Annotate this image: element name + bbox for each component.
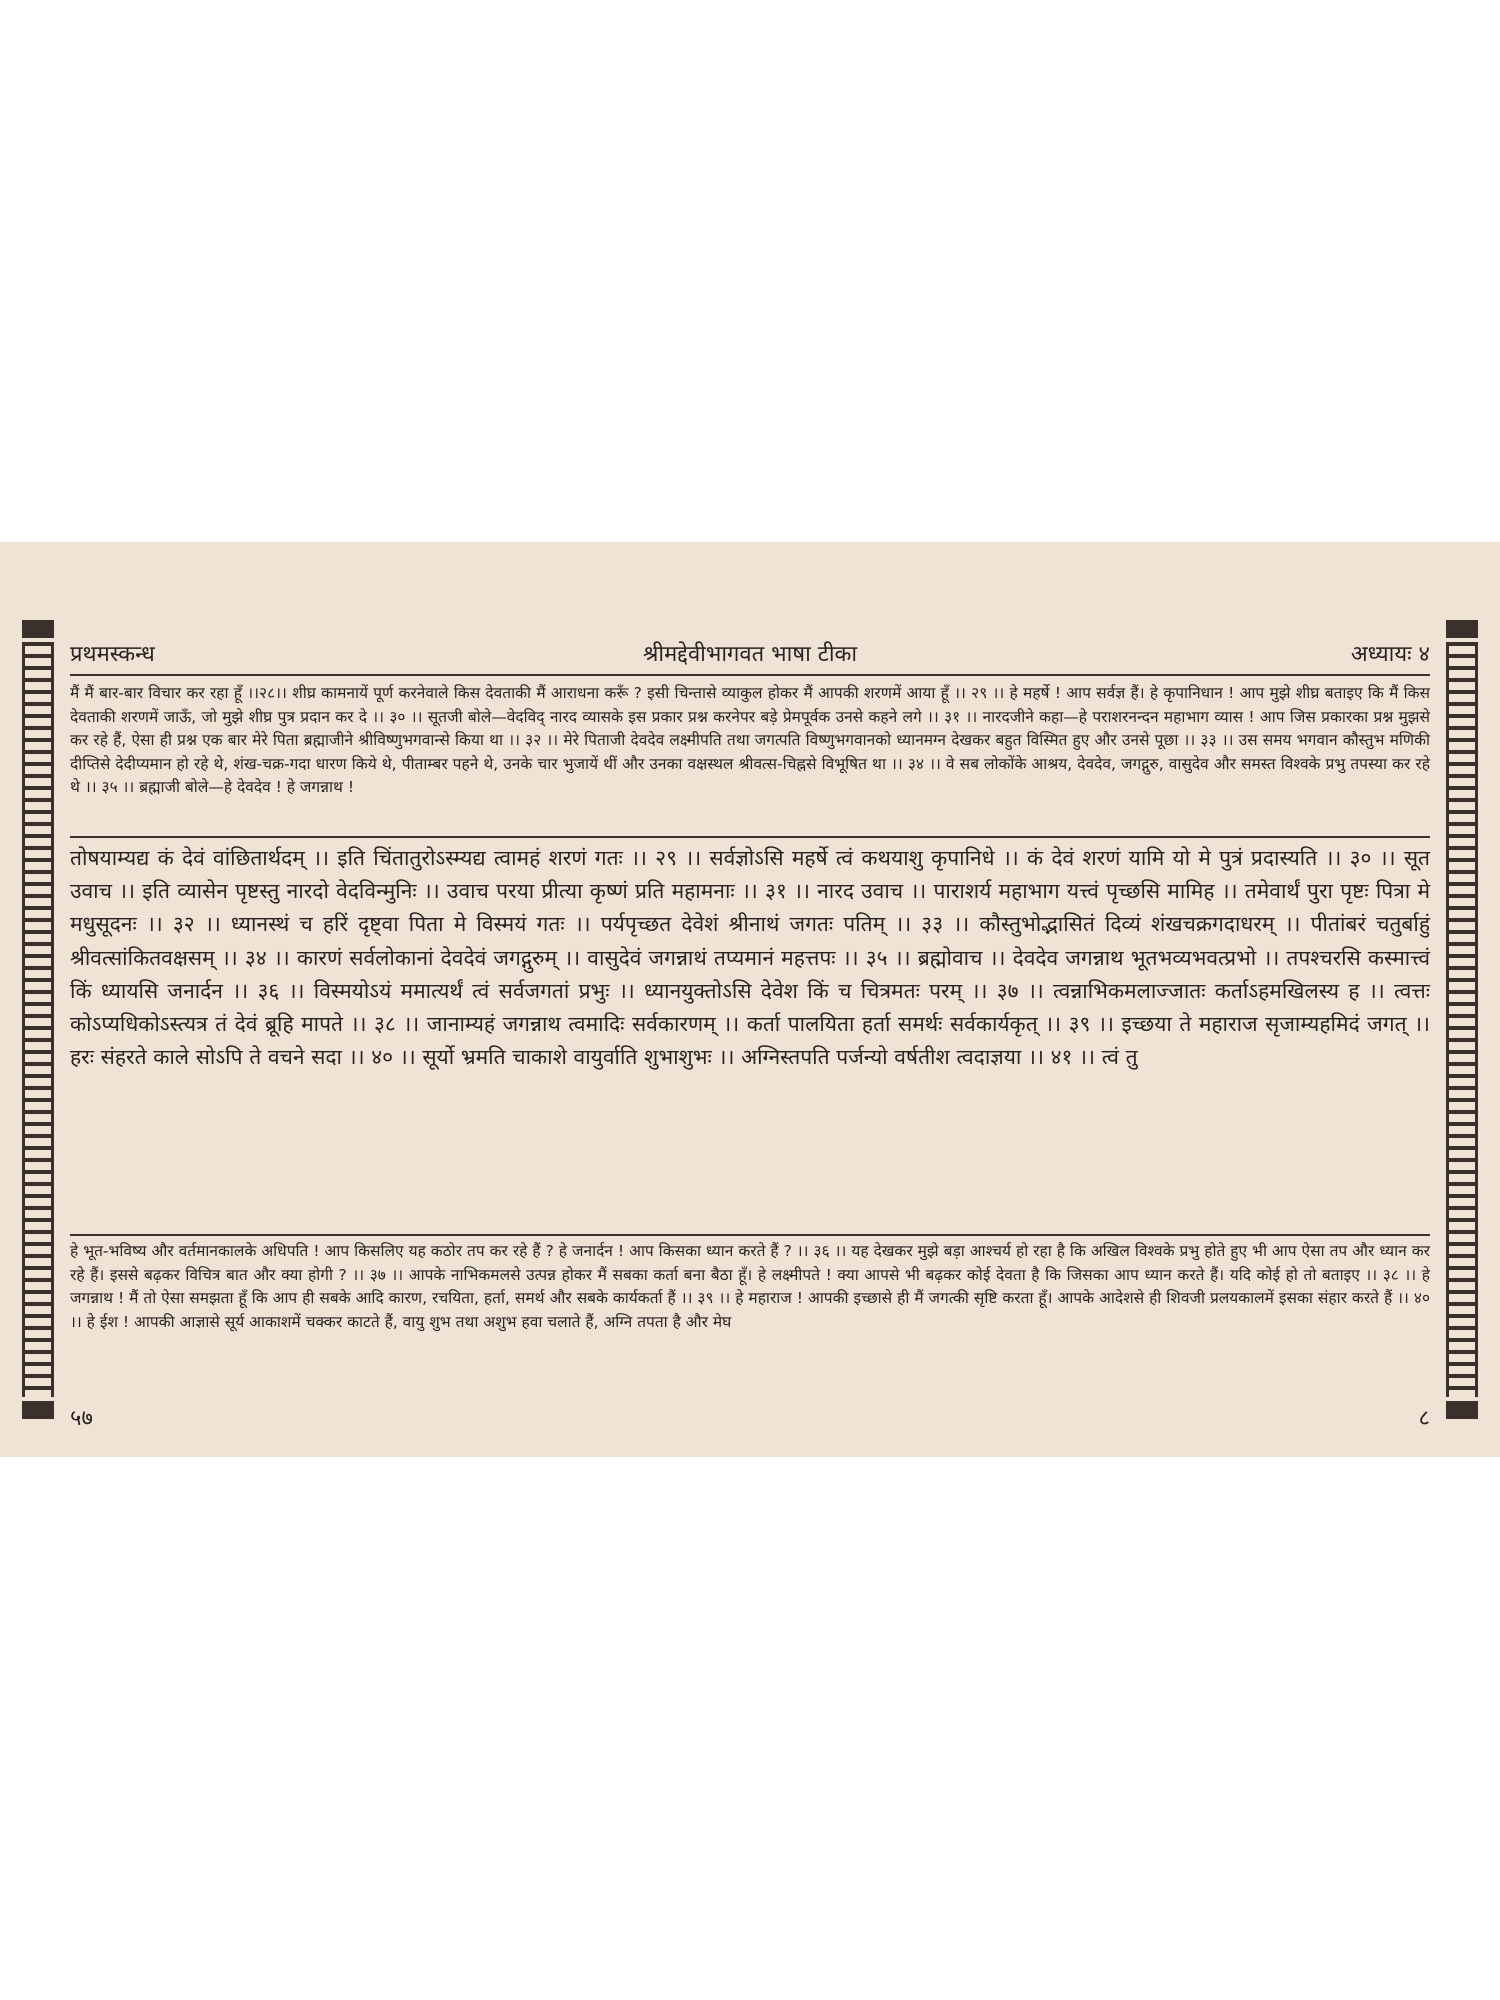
header-divider bbox=[70, 674, 1430, 676]
page-number: ५७ bbox=[70, 1406, 93, 1431]
signature-mark: ८ bbox=[1418, 1406, 1430, 1431]
header-section-name: प्रथमस्कन्ध bbox=[70, 642, 155, 667]
left-ornamental-border bbox=[22, 642, 54, 1397]
page-header bbox=[70, 638, 1430, 674]
book-page bbox=[0, 542, 1500, 1457]
sanskrit-verse-text: तोषयाम्यद्य कं देवं वांछितार्थदम् ।। इति चिंतातुरोऽस्म्यद्य त्वामहं शरणं गतः ।। २९ ।। सर्वज्ञोऽसि महर्षे त्वं कथयाशु कृपानिधे ।। कं देवं शरणं यामि यो मे पुत्रं प्रदास्यति ।। ३० ।। सूत उवाच ।। इति व्यासेन पृष्टस्तु नारदो वेदविन्मुनिः ।। उवाच परया प्रीत्या कृष्णं प्रति महामनाः ।। ३१ ।। नारद उवाच ।। पाराशर्य महाभाग यत्त्वं पृच्छसि मामिह ।। तमेवार्थं पुरा पृष्टः पित्रा मे मधुसूदनः ।। ३२ ।। ध्यानस्थं च हरिं दृष्ट्वा पिता मे विस्मयं गतः ।। पर्यपृच्छत देवेशं श्रीनाथं जगतः पतिम् ।। ३३ ।। कौस्तुभोद्भासितं दिव्यं शंखचक्रगदाधरम् ।। पीतांबरं चतुर्बाहुं श्रीवत्सांकितवक्षसम् ।। ३४ ।। कारणं सर्वलोकानां देवदेवं जगद्गुरुम् ।। वासुदेवं जगन्नाथं तप्यमानं महत्तपः ।। ३५ ।। ब्रह्मोवाच ।। देवदेव जगन्नाथ भूतभव्यभवत्प्रभो ।। तपश्चरसि कस्मात्त्वं किं ध्यायसि जनार्दन ।। ३६ ।। विस्मयोऽयं ममात्यर्थं त्वं सर्वजगतां प्रभुः ।। ध्यानयुक्तोऽसि देवेश किं च चित्रमतः परम् ।। ३७ ।। त्वन्नाभिकमलाज्जातः कर्ताऽहमखिलस्य ह ।। त्वत्तः कोऽप्यधिकोऽस्त्यत्र तं देवं ब्रूहि मापते ।। ३८ ।। जानाम्यहं जगन्नाथ त्वमादिः सर्वकारणम् ।। कर्ता पालयिता हर्ता समर्थः सर्वकार्यकृत् ।। ३९ ।। इच्छया ते महाराज सृजाम्यहमिदं जगत् ।। हरः संहरते काले सोऽपि ते वचने सदा ।। ४० ।। सूर्यो भ्रमति चाकाशे वायुर्वाति शुभाशुभः ।। अग्निस्तपति पर्जन्यो वर्षतीश त्वदाज्ञया ।। ४१ ।। त्वं तु bbox=[70, 846, 1430, 1070]
page-footer bbox=[70, 1402, 1430, 1432]
right-ornamental-border bbox=[1446, 642, 1478, 1397]
verse-bottom-divider bbox=[70, 1234, 1430, 1236]
header-book-title: श्रीमद्देवीभागवत भाषा टीका bbox=[642, 642, 858, 667]
top-hindi-commentary: मैं मैं बार-बार विचार कर रहा हूँ ।।२८।। शीघ्र कामनायें पूर्ण करनेवाले किस देवताकी मैं आराधना करूँ ? इसी चिन्तासे व्याकुल होकर मैं आपकी शरणमें आया हूँ ।। २९ ।। हे महर्षे ! आप सर्वज्ञ हैं। हे कृपानिधान ! आप मुझे शीघ्र बताइए कि मैं किस देवताकी शरणमें जाऊँ, जो मुझे शीघ्र पुत्र प्रदान कर दे ।। ३० ।। सूतजी बोले—वेदविद् नारद व्यासके इस प्रकार प्रश्न करनेपर बड़े प्रेमपूर्वक उनसे कहने लगे ।। ३१ ।। नारदजीने कहा—हे पराशरनन्दन महाभाग व्यास ! आप जिस प्रकारका प्रश्न मुझसे कर रहे हैं, ऐसा ही प्रश्न एक बार मेरे पिता ब्रह्माजीने श्रीविष्णुभगवान्से किया था ।। ३२ ।। मेरे पिताजी देवदेव लक्ष्मीपति तथा जगत्पति विष्णुभगवानको ध्यानमग्न देखकर बहुत विस्मित हुए और उनसे पूछा ।। ३३ ।। उस समय भगवान कौस्तुभ मणिकी दीप्तिसे देदीप्यमान हो रहे थे, शंख-चक्र-गदा धारण किये थे, पीताम्बर पहने थे, उनके चार भुजायें थीं और उनका वक्षस्थल श्रीवत्स-चिह्नसे विभूषित था ।। ३४ ।। वे सब लोकोंके आश्रय, देवदेव, जगद्गुरु, वासुदेव और समस्त विश्वके प्रभु तपस्या कर रहे थे ।। ३५ ।। ब्रह्माजी बोले—हे देवदेव ! हे जगन्नाथ ! bbox=[70, 684, 1430, 797]
bottom-hindi-commentary: हे भूत-भविष्य और वर्तमानकालके अधिपति ! आप किसलिए यह कठोर तप कर रहे हैं ? हे जनार्दन ! आप किसका ध्यान करते हैं ? ।। ३६ ।। यह देखकर मुझे बड़ा आश्चर्य हो रहा है कि अखिल विश्वके प्रभु होते हुए भी आप ऐसा तप और ध्यान कर रहे हैं। इससे बढ़कर विचित्र बात और क्या होगी ? ।। ३७ ।। आपके नाभिकमलसे उत्पन्न होकर मैं सबका कर्ता बना बैठा हूँ। हे लक्ष्मीपते ! क्या आपसे भी बढ़कर कोई देवता है कि जिसका आप ध्यान करते हैं। यदि कोई हो तो बताइए ।। ३८ ।। हे जगन्नाथ ! मैं तो ऐसा समझता हूँ कि आप ही सबके आदि कारण, रचयिता, हर्ता, समर्थ और सबके कार्यकर्ता हैं ।। ३९ ।। हे महाराज ! आपकी इच्छासे ही मैं जगत्की सृष्टि करता हूँ। आपके आदेशसे ही शिवजी प्रलयकालमें इसका संहार करते हैं ।। ४० ।। हे ईश ! आपकी आज्ञासे सूर्य आकाशमें चक्कर काटते हैं, वायु शुभ तथा अशुभ हवा चलाते हैं, अग्नि तपता है और मेघ bbox=[70, 1242, 1430, 1331]
header-chapter: अध्यायः ४ bbox=[1350, 642, 1430, 667]
verse-top-divider bbox=[70, 836, 1430, 838]
